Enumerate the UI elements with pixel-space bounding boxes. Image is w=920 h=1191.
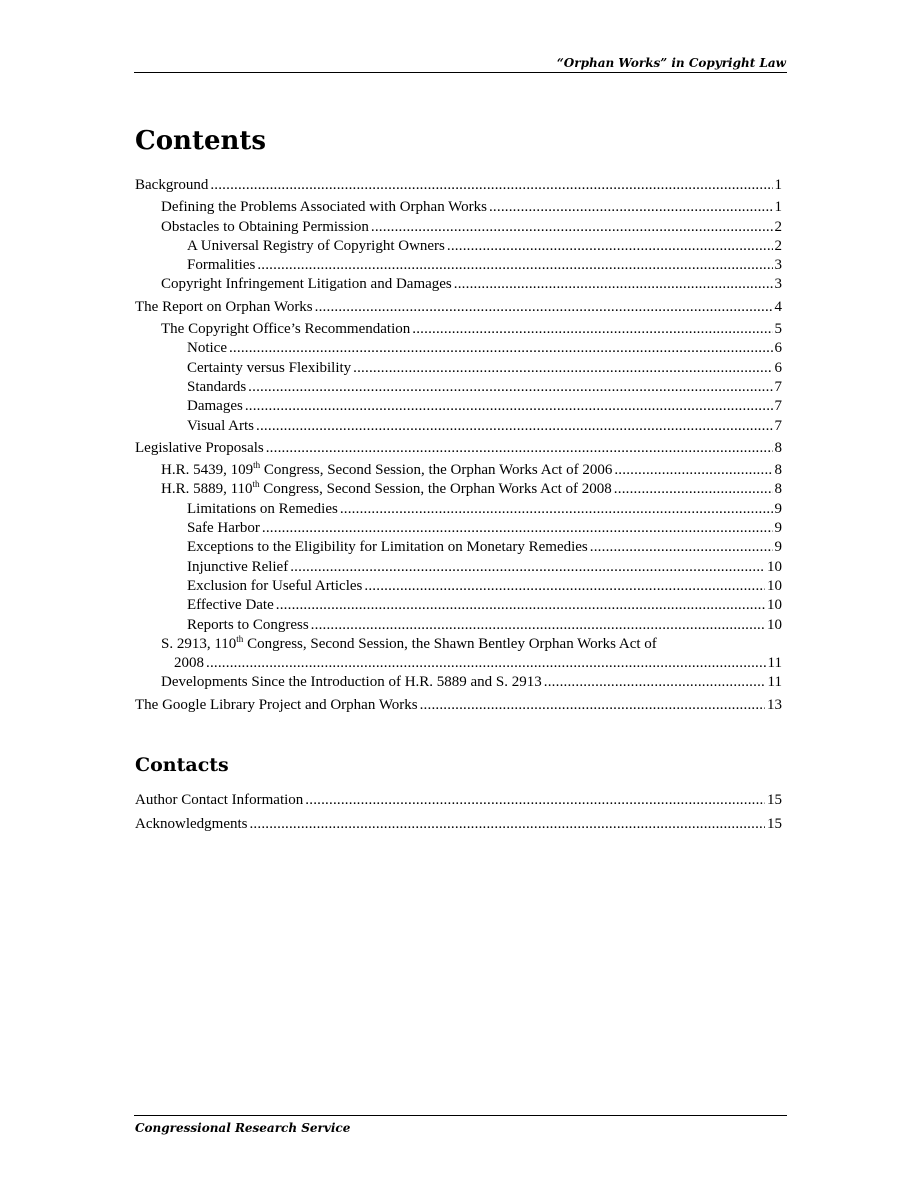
- running-head: “Orphan Works” in Copyright Law: [556, 56, 786, 70]
- dot-leader: [249, 817, 765, 832]
- toc-entry-title: Obstacles to Obtaining Permission: [161, 218, 369, 235]
- toc-entry-title: Background: [135, 177, 209, 193]
- dot-leader: [256, 419, 772, 434]
- dot-leader: [489, 200, 773, 215]
- toc-entry-page: 2: [774, 218, 782, 235]
- toc-entry-standards[interactable]: [135, 378, 782, 397]
- dot-leader: [614, 463, 772, 478]
- toc-entry-useful-articles[interactable]: [135, 577, 782, 596]
- dot-leader: [412, 322, 772, 337]
- footer-rule: [134, 1115, 787, 1116]
- toc-entry-title: A Universal Registry of Copyright Owners: [187, 237, 445, 254]
- dot-leader: [315, 300, 773, 315]
- dot-leader: [266, 441, 773, 456]
- toc-entry-title: Acknowledgments: [135, 816, 248, 833]
- toc-entry-page: 8: [774, 439, 782, 456]
- toc-entry-page: 7: [774, 398, 782, 415]
- toc-entry-page: 6: [774, 359, 782, 376]
- toc-entry-google-library[interactable]: [135, 696, 782, 715]
- toc-entry-title: Developments Since the Introduction of H.R. 5889 and S. 2913: [161, 674, 542, 691]
- toc-entry-certainty-flexibility[interactable]: [135, 359, 782, 378]
- dot-leader: [420, 698, 765, 713]
- contacts-heading: Contacts: [135, 754, 229, 776]
- dot-leader: [210, 178, 772, 193]
- toc-entry-page: 9: [774, 520, 782, 537]
- toc-entry-page: 9: [774, 500, 782, 517]
- toc-entry-effective-date[interactable]: [135, 596, 782, 615]
- contacts-list: [135, 791, 782, 840]
- toc-entry-injunctive-relief[interactable]: [135, 558, 782, 577]
- toc-entry-developments[interactable]: [135, 673, 782, 692]
- dot-leader: [544, 675, 766, 690]
- toc-entry-legislative-proposals[interactable]: [135, 439, 782, 458]
- toc-entry-title: Exclusion for Useful Articles: [187, 577, 363, 594]
- toc-entry-page: 10: [767, 616, 782, 633]
- toc-entry-title: The Copyright Office’s Recommendation: [161, 321, 411, 338]
- toc-entry-notice[interactable]: [135, 339, 782, 358]
- dot-leader: [311, 618, 765, 633]
- toc-entry-title: Injunctive Relief: [187, 558, 289, 575]
- toc-entry-page: 10: [767, 597, 782, 614]
- toc-entry-hr-5889[interactable]: [135, 480, 782, 499]
- toc-entry-page: 15: [767, 792, 782, 808]
- toc-entry-title: Safe Harbor: [187, 520, 260, 537]
- dot-leader: [262, 521, 773, 536]
- toc-entry-page: 8: [774, 462, 782, 479]
- toc-entry-page: 1: [774, 177, 782, 193]
- toc-entry-s-2913[interactable]: [135, 635, 782, 674]
- toc-entry-page: 3: [774, 276, 782, 293]
- toc-entry-formalities[interactable]: [135, 256, 782, 275]
- dot-leader: [229, 341, 773, 356]
- dot-leader: [206, 656, 766, 671]
- dot-leader: [590, 540, 773, 555]
- toc-entry-page: 7: [774, 378, 782, 395]
- toc-entry-page: 13: [767, 696, 782, 713]
- toc-entry-page: 2: [774, 237, 782, 254]
- toc-entry-safe-harbor[interactable]: [135, 519, 782, 538]
- toc-entry-title: S. 2913, 110th Congress, Second Session, the Shawn Bentley Orphan Works Act of: [161, 633, 657, 652]
- toc-entry-hr-5439[interactable]: [135, 461, 782, 480]
- toc-entry-exceptions-eligibility[interactable]: [135, 538, 782, 557]
- toc-entry-limitations-remedies[interactable]: [135, 500, 782, 519]
- toc-entry-page: 10: [767, 558, 782, 575]
- toc-entry-title: Copyright Infringement Litigation and Damages: [161, 276, 452, 293]
- toc-entry-page: 1: [774, 199, 782, 216]
- toc-entry-title: Damages: [187, 398, 243, 415]
- toc-entry-page: 4: [774, 298, 782, 315]
- toc-entry-page: 9: [774, 539, 782, 556]
- toc-entry-title: Limitations on Remedies: [187, 500, 338, 517]
- toc-entry-page: 7: [774, 417, 782, 434]
- toc-entry-title: Certainty versus Flexibility: [187, 359, 352, 376]
- toc-entry-page: 5: [774, 321, 782, 338]
- toc-entry-title: H.R. 5439, 109th Congress, Second Session, the Orphan Works Act of 2006: [161, 460, 613, 479]
- toc-entry-title: Visual Arts: [187, 417, 255, 434]
- toc-entry-page: 15: [767, 816, 782, 833]
- dot-leader: [257, 258, 772, 273]
- dot-leader: [447, 239, 773, 254]
- toc-entry-title: The Report on Orphan Works: [135, 298, 313, 315]
- toc-entry-title: Formalities: [187, 257, 256, 274]
- toc-entry-page: 10: [767, 577, 782, 594]
- toc-entry-infringement-litigation[interactable]: [135, 275, 782, 294]
- contacts-entry-acknowledgments[interactable]: [135, 815, 782, 834]
- toc-entry-title: Notice: [187, 340, 227, 357]
- contacts-entry-author[interactable]: [135, 791, 782, 810]
- dot-leader: [371, 220, 773, 235]
- toc-entry-office-recommendation[interactable]: [135, 320, 782, 339]
- toc-entry-background[interactable]: [135, 176, 782, 195]
- toc-entry-title: Defining the Problems Associated with Orphan Works: [161, 199, 487, 216]
- contents-heading: Contents: [135, 126, 267, 156]
- toc-entry-title: Author Contact Information: [135, 792, 304, 808]
- toc-entry-title: Reports to Congress: [187, 616, 309, 633]
- toc-entry-reports-congress[interactable]: [135, 616, 782, 635]
- toc-entry-page: 3: [774, 257, 782, 274]
- toc-entry-damages[interactable]: [135, 397, 782, 416]
- dot-leader: [364, 579, 765, 594]
- toc-entry-title: Standards: [187, 378, 247, 395]
- toc-entry-obstacles[interactable]: [135, 218, 782, 237]
- toc-entry-page: 6: [774, 340, 782, 357]
- dot-leader: [340, 502, 773, 517]
- toc-entry-title: Legislative Proposals: [135, 439, 264, 456]
- dot-leader: [276, 598, 765, 613]
- toc-entry-title: The Google Library Project and Orphan Works: [135, 696, 418, 713]
- header-rule: [134, 72, 787, 73]
- toc-entry-page: 11: [767, 674, 782, 691]
- dot-leader: [454, 277, 773, 292]
- dot-leader: [248, 380, 772, 395]
- toc-entry-report-orphan-works[interactable]: [135, 298, 782, 317]
- table-of-contents: [135, 176, 782, 715]
- toc-entry-visual-arts[interactable]: [135, 417, 782, 436]
- dot-leader: [614, 482, 773, 497]
- page-footer: Congressional Research Service: [135, 1121, 351, 1135]
- dot-leader: [353, 361, 772, 376]
- dot-leader: [245, 399, 773, 414]
- toc-entry-title: Effective Date: [187, 597, 274, 614]
- toc-entry-page: 11: [767, 655, 782, 672]
- dot-leader: [290, 560, 765, 575]
- toc-entry-title: H.R. 5889, 110th Congress, Second Session, the Orphan Works Act of 2008: [161, 479, 612, 498]
- toc-entry-universal-registry[interactable]: [135, 237, 782, 256]
- toc-entry-page: 8: [774, 481, 782, 498]
- toc-entry-title: Exceptions to the Eligibility for Limitation on Monetary Remedies: [187, 539, 588, 556]
- dot-leader: [305, 793, 765, 808]
- toc-entry-title-continued: 2008: [174, 655, 204, 672]
- toc-entry-defining-problems[interactable]: [135, 198, 782, 217]
